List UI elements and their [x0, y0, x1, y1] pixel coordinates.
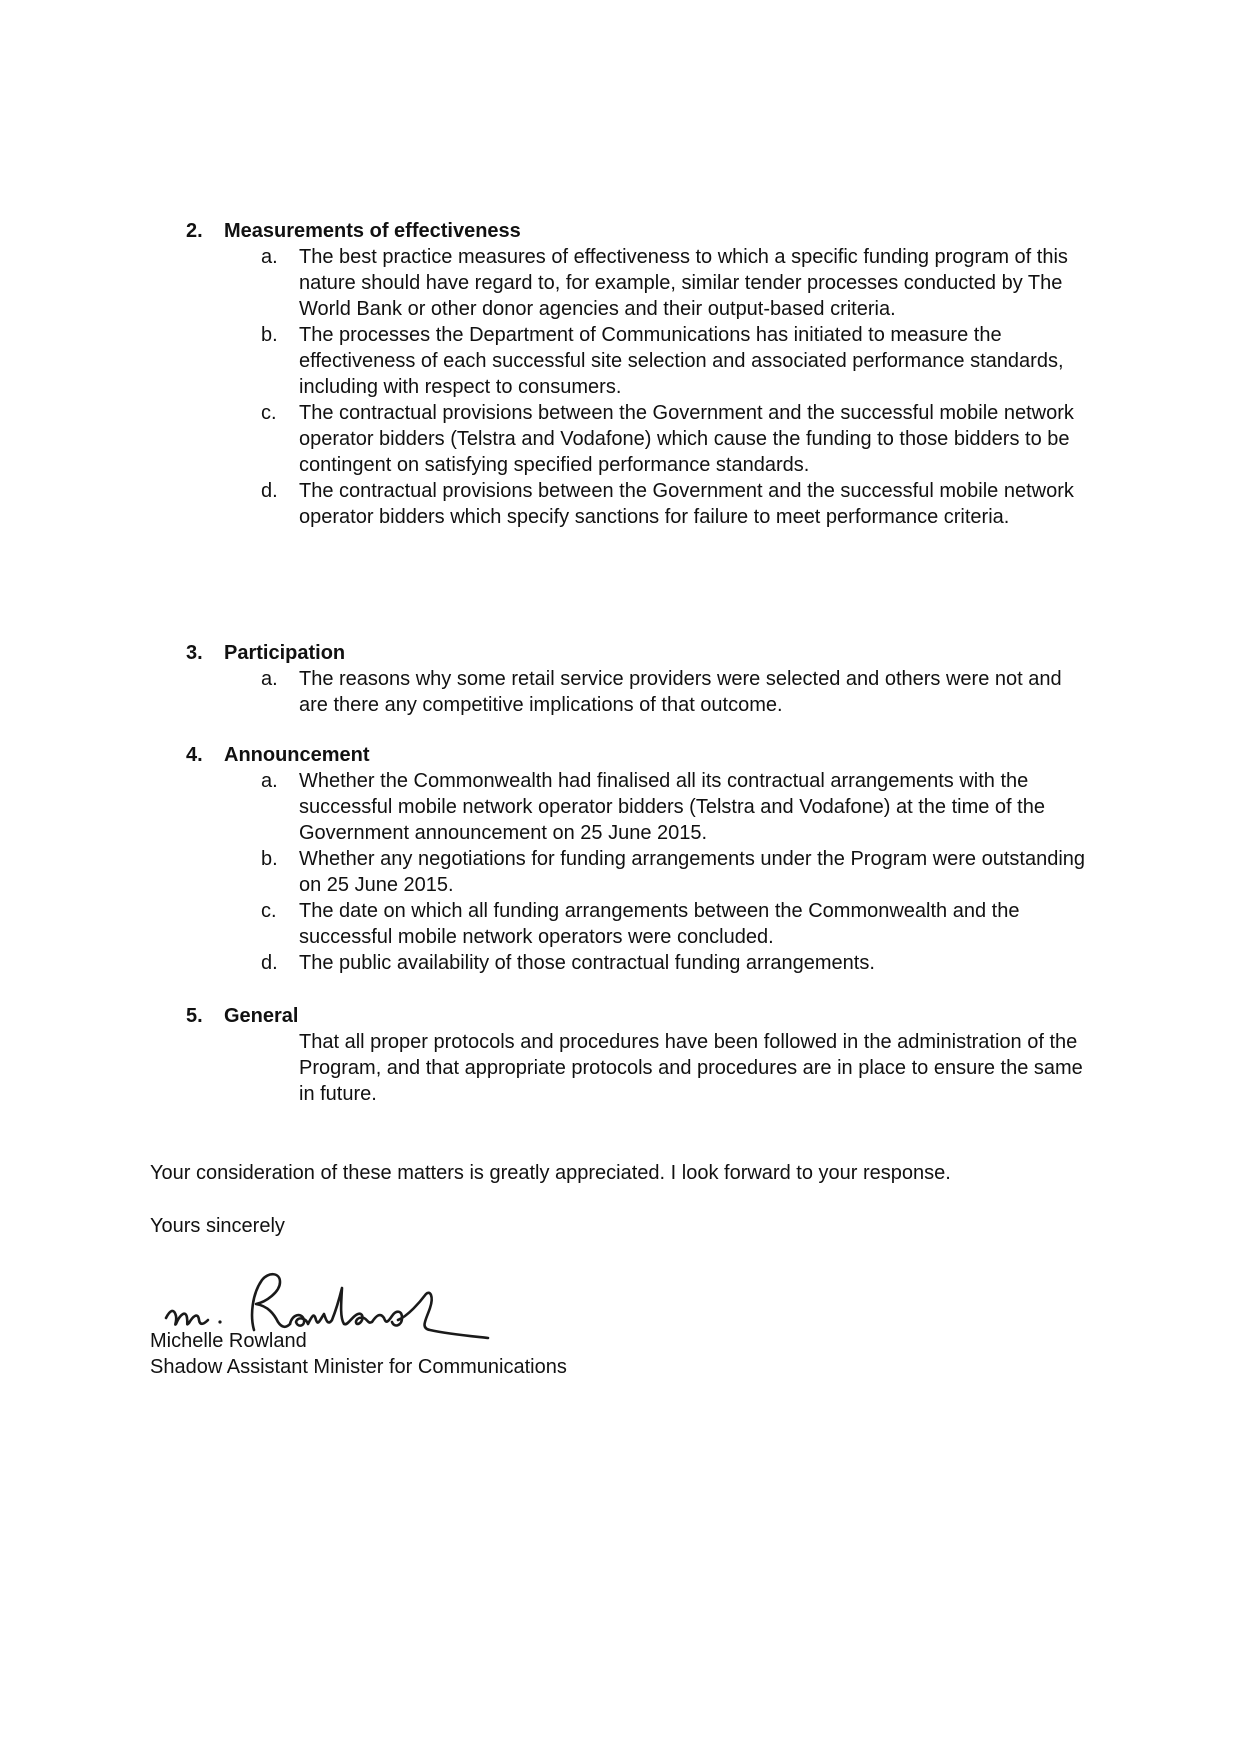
item-text: The reasons why some retail service providers were selected and others were not and are there any competitive implications of that outcome. — [299, 668, 1062, 716]
section-title: General — [224, 1005, 299, 1027]
section-measurements — [186, 218, 1106, 530]
item-marker: a. — [261, 246, 278, 268]
section-heading — [186, 640, 1106, 666]
list-item — [261, 400, 1106, 478]
list-item — [261, 768, 1106, 846]
item-marker: d. — [261, 952, 278, 974]
item-text: Whether any negotiations for funding arrangements under the Program were outstanding on 25 June 2015. — [299, 848, 1086, 896]
signatory-title: Shadow Assistant Minister for Communications — [150, 1356, 567, 1378]
section-heading — [186, 1003, 1106, 1029]
signatory-name: Michelle Rowland — [150, 1330, 307, 1352]
list-item — [261, 244, 1106, 322]
item-marker: b. — [261, 848, 278, 870]
list-item — [261, 478, 1106, 530]
section-announcement — [186, 742, 1106, 976]
section-number: 4. — [186, 744, 203, 766]
item-text: The date on which all funding arrangements between the Commonwealth and the successful mobile network operators were concluded. — [299, 900, 1020, 948]
section-title: Measurements of effectiveness — [224, 220, 521, 242]
item-text: The contractual provisions between the Government and the successful mobile network operator bidders which specify sanctions for failure to meet performance criteria. — [299, 480, 1074, 528]
section-heading — [186, 218, 1106, 244]
item-marker: b. — [261, 324, 278, 346]
section-title: Participation — [224, 642, 346, 664]
list-item — [261, 950, 1106, 976]
list-item — [261, 898, 1106, 950]
section-number: 5. — [186, 1005, 203, 1027]
item-marker: c. — [261, 402, 277, 424]
section-general — [186, 1003, 1106, 1107]
section-heading — [186, 742, 1106, 768]
item-text: The public availability of those contractual funding arrangements. — [299, 952, 875, 974]
item-text: The processes the Department of Communications has initiated to measure the effectiveness of each successful site selection and associated performance standards, including with respect to consumers. — [299, 324, 1064, 398]
item-marker: d. — [261, 480, 278, 502]
section-title: Announcement — [224, 744, 370, 766]
closing-appreciation: Your consideration of these matters is greatly appreciated. I look forward to your response. — [150, 1162, 951, 1184]
section-number: 2. — [186, 220, 203, 242]
section-items — [261, 666, 1106, 718]
list-item — [261, 666, 1106, 718]
closing-salutation: Yours sincerely — [150, 1215, 285, 1237]
list-item — [261, 322, 1106, 400]
item-text: Whether the Commonwealth had finalised all its contractual arrangements with the successful mobile network operator bidders (Telstra and Vodafone) at the time of the Government announcement on 25 June 2015. — [299, 770, 1045, 844]
section-body-text: That all proper protocols and procedures have been followed in the administration of the Program, and that appropriate protocols and procedures are in place to ensure the same in future. — [299, 1031, 1083, 1105]
list-item — [261, 846, 1106, 898]
section-items — [261, 244, 1106, 530]
item-marker: a. — [261, 770, 278, 792]
item-text: The contractual provisions between the Government and the successful mobile network operator bidders (Telstra and Vodafone) which cause the funding to those bidders to be contingent on satisfying specified performance standards. — [299, 402, 1074, 476]
item-marker: c. — [261, 900, 277, 922]
section-items — [261, 768, 1106, 976]
item-text: The best practice measures of effectiveness to which a specific funding program of this nature should have regard to, for example, similar tender processes conducted by The World Bank or other donor agencies and their output-based criteria. — [299, 246, 1068, 320]
section-participation — [186, 640, 1106, 718]
section-number: 3. — [186, 642, 203, 664]
item-marker: a. — [261, 668, 278, 690]
